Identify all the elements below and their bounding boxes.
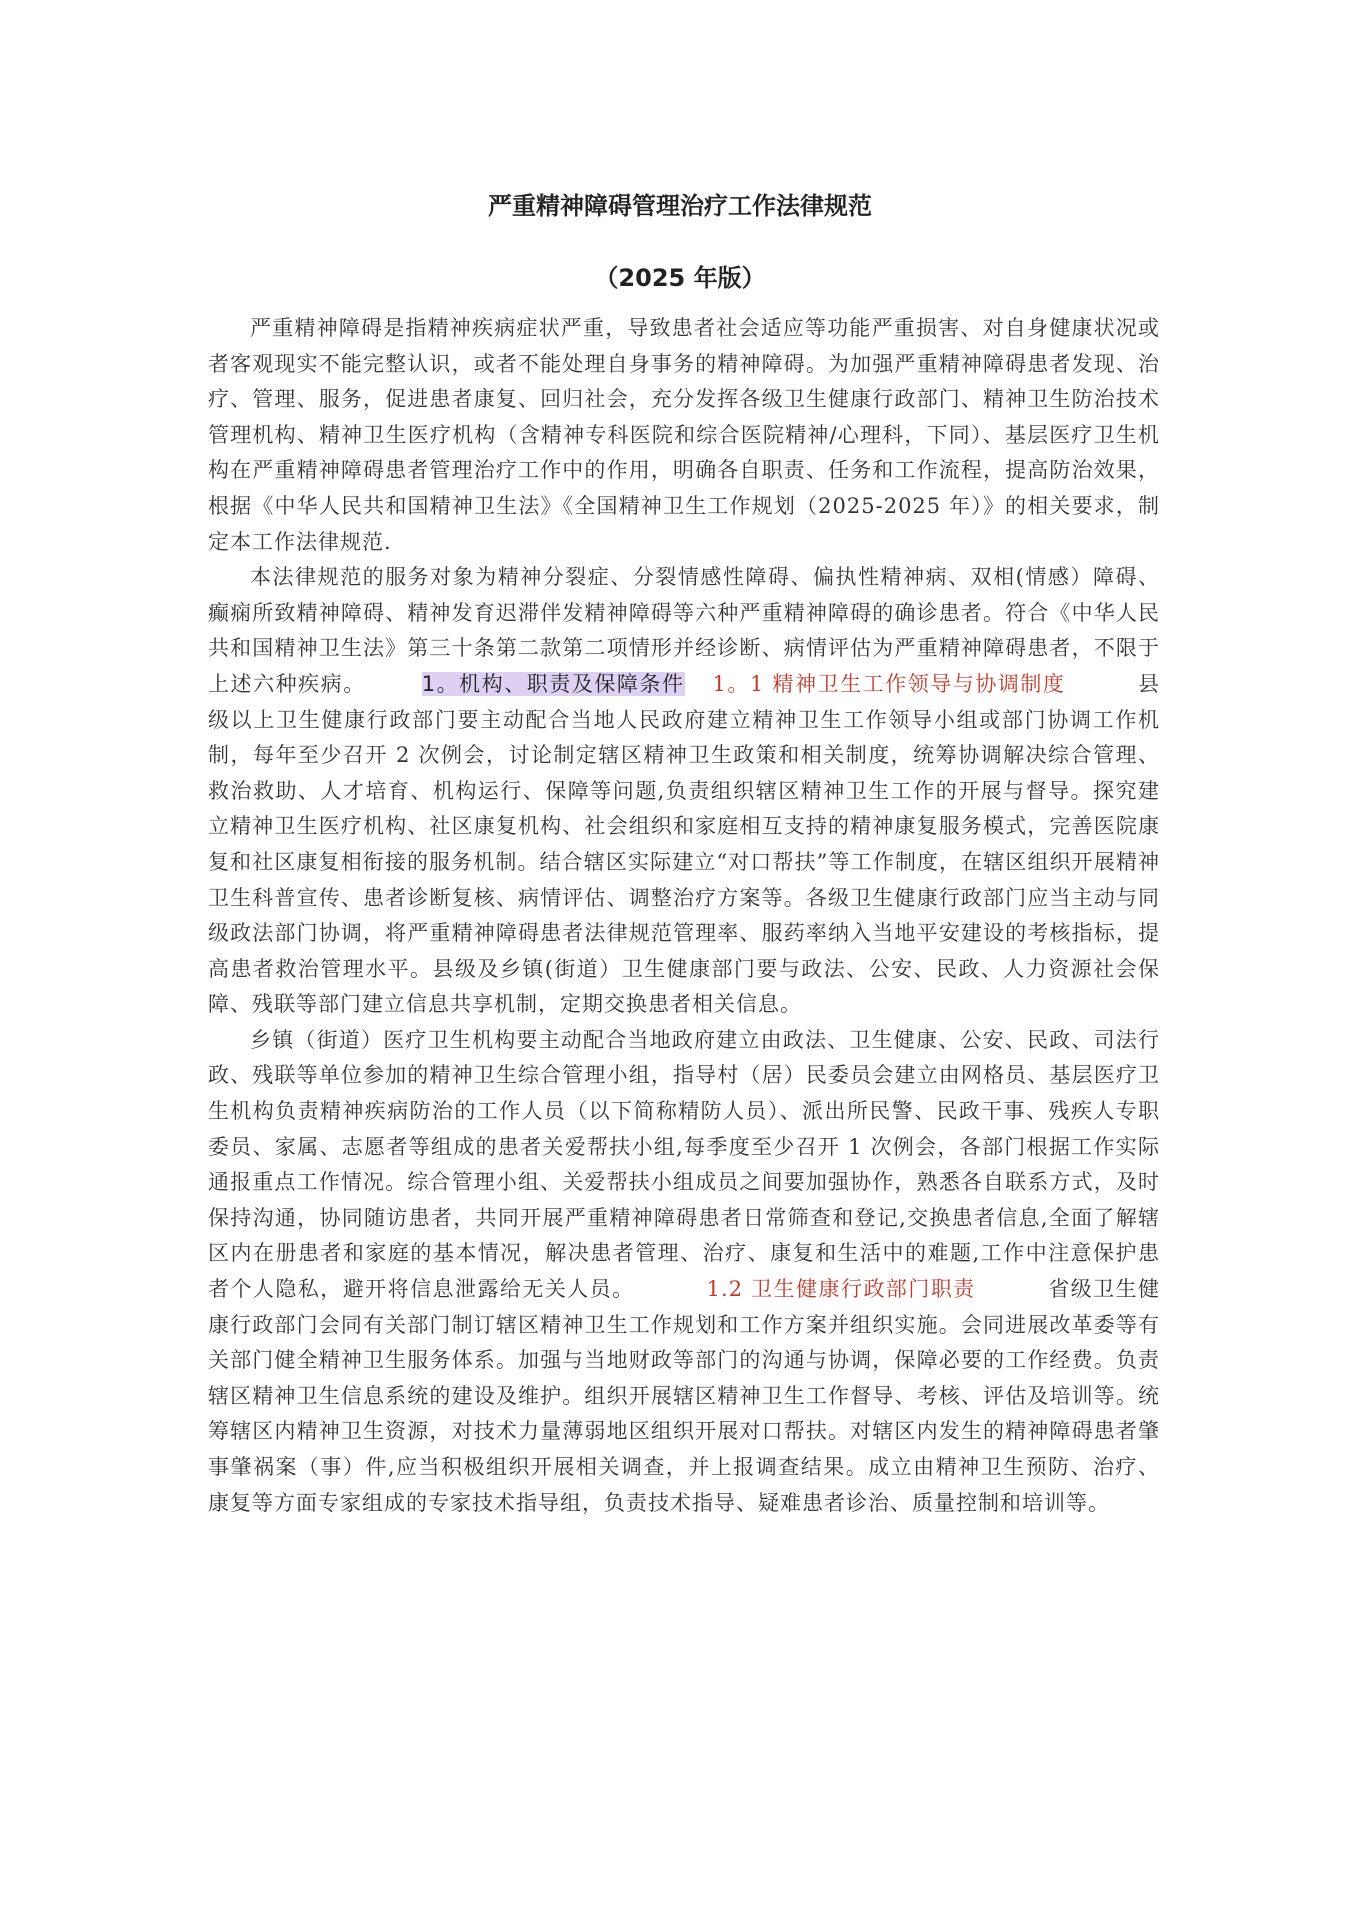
intro-text: 严重精神障碍是指精神疾病症状严重，导致患者社会适应等功能严重损害、对自身健康状况或者客观现实不能完整认识，或者不能处理自身事务的精神障碍。为加强严重精神障碍患者发现、治疗、管理、服务，促进患者康复、回归社会，充分发挥各级卫生健康行政部门、精神卫生防治技术管理机构、精神卫生医疗机构（含精神专科医院和综合医院精神/心理科，下同）、基层医疗卫生机构在严重精神障碍患者管理治疗工作中的作用，明确各自职责、任务和工作流程，提高防治效果，根据《中华人民共和国精神卫生法》《全国精神卫生工作规划（2025-2025 年）》的相关要求，制定本工作法律规范. [208,316,1160,554]
section-1-2-text: 省级卫生健康行政部门会同有关部门制订辖区精神卫生工作规划和工作方案并组织实施。会同进展改革委等有关部门健全精神卫生服务体系。加强与当地财政等部门的沟通与协调，保障必要的工作经费。负责辖区精神卫生信息系统的建设及维护。组织开展辖区精神卫生工作督导、考核、评估及培训等。统筹辖区内精神卫生资源，对技术力量薄弱地区组织开展对口帮扶。对辖区内发生的精神障碍患者肇事肇祸案（事）件,应当积极组织开展相关调查，并上报调查结果。成立由精神卫生预防、治疗、康复等方面专家组成的专家技术指导组，负责技术指导、疑难患者诊治、质量控制和培训等。 [208,1277,1161,1515]
scope-paragraph [208,560,1160,1023]
document-body [208,311,1160,1521]
section-1-1-heading: 1。1 精神卫生工作领导与协调制度 [712,671,1066,696]
township-paragraph [208,1023,1160,1521]
intro-paragraph [208,311,1160,560]
document-subtitle: （2025 年版） [594,264,766,292]
section-1-1-text: 县级以上卫生健康行政部门要主动配合当地人民政府建立精神卫生工作领导小组或部门协调工作机制，每年至少召开 2 次例会，讨论制定辖区精神卫生政策和相关制度，统筹协调解决综合管理、救治救助、人才培育、机构运行、保障等问题,负责组织辖区精神卫生工作的开展与督导。探究建立精神卫生医疗机构、社区康复机构、社会组织和家庭相互支持的精神康复服务模式，完善医院康复和社区康复相衔接的服务机制。结合辖区实际建立“对口帮扶”等工作制度，在辖区组织开展精神卫生科普宣传、患者诊断复核、病情评估、调整治疗方案等。各级卫生健康行政部门应当主动与同级政法部门协调，将严重精神障碍患者法律规范管理率、服药率纳入当地平安建设的考核指标，提高患者救治管理水平。县级及乡镇(街道）卫生健康部门要与政法、公安、民政、人力资源社会保障、残联等部门建立信息共享机制，定期交换患者相关信息。 [208,671,1161,1017]
document-title: 严重精神障碍管理治疗工作法律规范 [488,192,872,220]
township-text: 乡镇（街道）医疗卫生机构要主动配合当地政府建立由政法、卫生健康、公安、民政、司法行政、残联等单位参加的精神卫生综合管理小组，指导村（居）民委员会建立由网格员、基层医疗卫生机构负责精神疾病防治的工作人员（以下简称精防人员）、派出所民警、民政干事、残疾人专职委员、家属、志愿者等组成的患者关爱帮扶小组,每季度至少召开 1 次例会，各部门根据工作实际通报重点工作情况。综合管理小组、关爱帮扶小组成员之间要加强协作，熟悉各自联系方式，及时保持沟通，协同随访患者，共同开展严重精神障碍患者日常筛查和登记,交换患者信息,全面了解辖区内在册患者和家庭的基本情况，解决患者管理、治疗、康复和生活中的难题,工作中注意保护患者个人隐私，避开将信息泄露给无关人员。 [208,1027,1160,1302]
section-1-2-heading: 1.2 卫生健康行政部门职责 [706,1277,976,1302]
section-1-heading: 1。机构、职责及保障条件 [421,671,685,696]
scope-text: 本法律规范的服务对象为精神分裂症、分裂情感性障碍、偏执性精神病、双相(情感）障碍、癫痫所致精神障碍、精神发育迟滞伴发精神障碍等六种严重精神障碍的确诊患者。符合《中华人民共和国精神卫生法》第三十条第二款第二项情形并经诊断、病情评估为严重精神障碍患者，不限于上述六种疾病。 [208,565,1160,696]
